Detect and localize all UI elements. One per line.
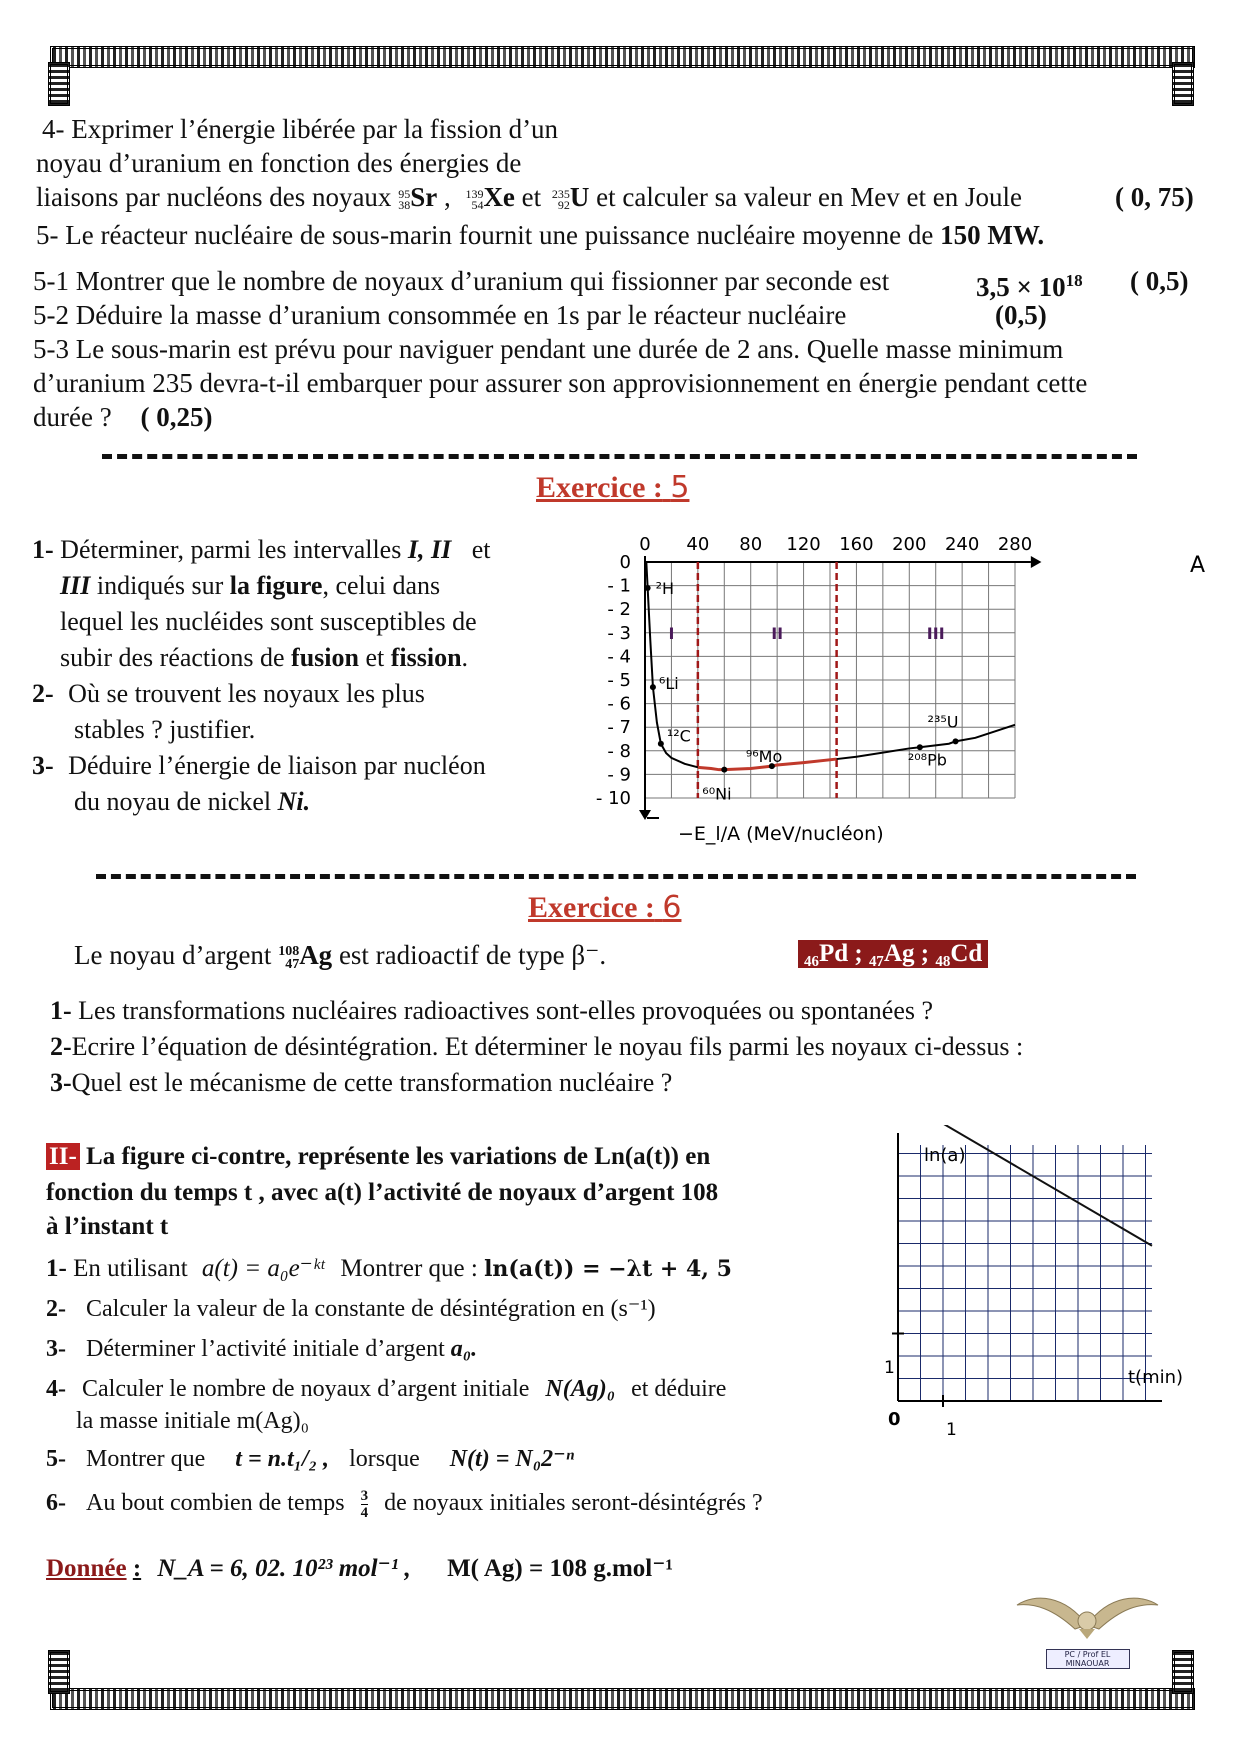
sr-symbol: Sr [410,182,438,212]
chart1-x-tick: 200 [892,534,927,555]
chart1-curve-line [646,562,1015,770]
chart1-x-tick: 0 [639,534,651,555]
chart1-y-tick: - 1 [607,575,631,597]
donnee-line: Donnée : N_A = 6, 02. 10²³ mol⁻¹ , M( Ag) = 108 g.mol⁻¹ [46,1555,673,1582]
chart1-y-tick: - 4 [607,646,631,668]
ex5-q1-line2: III indiqués sur la figure, celui dans [60,571,441,600]
chart1-point-labels [645,579,959,804]
nuclei-badge: ₄₆Pd ; ₄₇Ag ; ₄₈Cd [798,940,988,968]
chart1-point-label: ²³⁵U [927,712,959,732]
ag-symbol: Ag [299,940,333,970]
chart1-point [658,741,664,747]
chart1-y-tick: - 7 [607,717,631,739]
partII-line2: fonction du temps t , avec a(t) l’activité de noyaux d’argent 108 [46,1179,719,1206]
chart1-grid [639,556,1041,820]
ex5-q2-line2: stables ? justifier. [74,715,256,744]
chart1-x-tick: 80 [739,534,763,555]
chart1-point-label: ²H [655,578,675,598]
q51-value: $3,5 \times 10^{18}$ [976,271,1083,302]
q52-points: (0,5) [995,300,1047,330]
chart1-y-axis-label: −E_l/A (MeV/nucléon) [678,823,884,845]
chart2-line [898,1125,1152,1246]
ln-activity-chart [860,1125,1200,1445]
separator-1 [102,454,1137,459]
chart1-y-tick: 0 [619,552,631,573]
eagle-wings-icon [1015,1585,1160,1640]
q52: 5-2 Déduire la masse d’uranium consommée en 1s par le réacteur nucléaire [33,300,847,330]
xe-nuclide-numbers: 139 54 [465,186,484,212]
logo [1015,1585,1160,1668]
exercise-6-title: Exercice : 6 [528,890,682,925]
partII-line3: à l’instant t [46,1213,169,1240]
chart2-data-line [898,1125,1152,1246]
binding-energy-chart [590,520,1210,850]
chart1-point-label: ⁶⁰Ni [702,784,732,804]
bottom-border [50,1688,1195,1710]
chart1-x-tick: 120 [786,534,821,555]
separator-2 [96,874,1136,879]
ex6-q2: 2-Ecrire l’équation de désintégration. Et déterminer le noyau fils parmi les noyaux ci-dessus : [50,1032,1024,1061]
q4-line2: noyau d’uranium en fonction des énergies de [36,148,522,178]
ex5-q1-line3: lequel les nucléides sont susceptibles de [60,607,477,636]
q4-line3-post: et calculer sa valeur en Mev et en Joule [596,182,1022,212]
partII-q4-line1: 4- Calculer le nombre de noyaux d’argent initiale N(Ag)₀ et déduire [46,1376,727,1402]
chart1-x-tick: 40 [686,534,710,555]
q4-line3-pre: liaisons par nucléons des noyaux [36,182,392,212]
ex6-q1: 1- Les transformations nucléaires radioactives sont-elles provoquées ou spontanées ? [50,996,934,1025]
u-symbol: U [569,182,590,212]
chart1-y-tick: - 6 [607,693,631,715]
chart2-x-tick-1: 1 [946,1420,957,1440]
chart1-point-label: ⁶Li [658,674,679,694]
u-nuclide-numbers: 235 92 [551,186,570,212]
ex5-q1-line1: 1- Déterminer, parmi les intervalles I, II et [32,535,491,564]
chart1-y-tick: - 9 [607,764,631,786]
chart1-point [721,767,727,773]
partII-line1: II- La figure ci-contre, représente les variations de Ln(a(t)) en [46,1140,710,1174]
chart2-origin: 0 [888,1409,901,1430]
sr-nuclide-numbers: 95 38 [398,186,411,212]
chart1-x-tick: 160 [839,534,874,555]
logo-caption: PC / Prof EL MINAOUAR [1046,1649,1130,1669]
exercise-5-title: Exercice : 5 [536,470,690,505]
ex5-q2-line1: 2- Où se trouvent les noyaux les plus [32,679,425,708]
q53-line2: d’uranium 235 devra-t-il embarquer pour assurer son approvisionnement en énergie pendant cette [33,368,1088,398]
chart2-x-axis-label: t(min) [1128,1367,1184,1388]
partII-q6: 6- Au bout combien de temps $\frac{3}{4}$ de noyaux initiales seront-désintégrés ? [46,1487,763,1521]
top-border [50,46,1195,68]
partII-q5: 5- Montrer que t = n.t₁/₂ , lorsque N(t) = N₀2⁻ⁿ [46,1446,575,1472]
ex6-intro: Le noyau d’argent 108 47 Ag est radioactif de type β⁻. [74,940,607,972]
q53-line3: durée ? ( 0,25) [33,402,213,432]
q53-line1: 5-3 Le sous-marin est prévu pour naviguer pendant une durée de 2 ans. Quelle masse minimum [33,334,1064,364]
fraction-three-quarters: $\frac{3}{4}$ [360,1487,369,1521]
partII-q1: 1- En utilisant a(t) = a₀e⁻ᵏᵗ Montrer que : ln(a(t)) = −λt + 4, 5 [46,1255,732,1282]
ex5-q3-line1: 3- Déduire l’énergie de liaison par nucléon [32,751,486,780]
chart2-y-axis-label: ln(a) [924,1145,966,1166]
xe-symbol: Xe [483,182,515,212]
chart1-interval-label: III [926,623,945,643]
chart1-point-label: ²⁰⁸Pb [907,750,947,770]
chart1-y-tick: - 10 [595,788,631,809]
bottom-left-corner [48,1650,70,1694]
ex6-q3: 3-Quel est le mécanisme de cette transformation nucléaire ? [50,1068,673,1097]
chart2-y-tick-1: 1 [884,1358,895,1378]
chart1-y-tick: - 5 [607,670,631,691]
partII-q3: 3- Déterminer l’activité initiale d’argent a₀. [46,1336,478,1362]
q4-line3: liaisons par nucléons des noyaux 95 38 Sr , 139 54 Xe et 235 92 U et calculer sa valeur en Mev et en Joule [36,182,1022,212]
q51: 5-1 Montrer que le nombre de noyaux d’uranium qui fissionner par seconde est [33,266,890,296]
chart1-point-label: ¹²C [666,726,691,746]
chart1-x-axis-label: A [1190,553,1206,578]
chart1-point [650,684,656,690]
q5: 5- Le réacteur nucléaire de sous-marin fournit une puissance nucléaire moyenne de 150 MW. [36,220,1045,250]
chart1-curve [646,562,1015,770]
chart2-grid [892,1133,1162,1407]
chart1-point [645,585,651,591]
chart1-x-arrow [1031,556,1042,568]
chart1-y-tick: - 8 [607,740,631,762]
partII-q2: 2- Calculer la valeur de la constante de désintégration en (s⁻¹) [46,1296,656,1322]
chart1-tick-labels [596,534,1032,809]
q4-line1: 4- Exprimer l’énergie libérée par la fission d’un [42,114,559,144]
chart1-interval-label: II [771,623,784,643]
chart1-point-label: ⁹⁶Mo [745,747,783,767]
q51-points: ( 0,5) [1130,266,1189,296]
chart1-interval-label: I [668,623,675,643]
ag-nuclide-numbers: 108 47 [278,943,300,972]
ex5-q1-line4: subir des réactions de fusion et fission. [60,643,469,672]
partII-q4-line2: la masse initiale m(Ag)₀ [76,1408,309,1434]
q4-points: ( 0, 75) [1115,182,1194,212]
chart1-y-tick: - 2 [607,599,631,621]
top-left-corner [48,62,70,106]
chart1-x-tick: 280 [997,534,1033,555]
ex5-q3-line2: du noyau de nickel Ni. [74,787,311,816]
bottom-right-corner [1172,1650,1194,1694]
chart1-point [953,738,959,744]
top-right-corner [1172,62,1194,106]
chart1-y-tick: - 3 [607,622,631,644]
chart1-x-tick: 240 [944,534,980,555]
